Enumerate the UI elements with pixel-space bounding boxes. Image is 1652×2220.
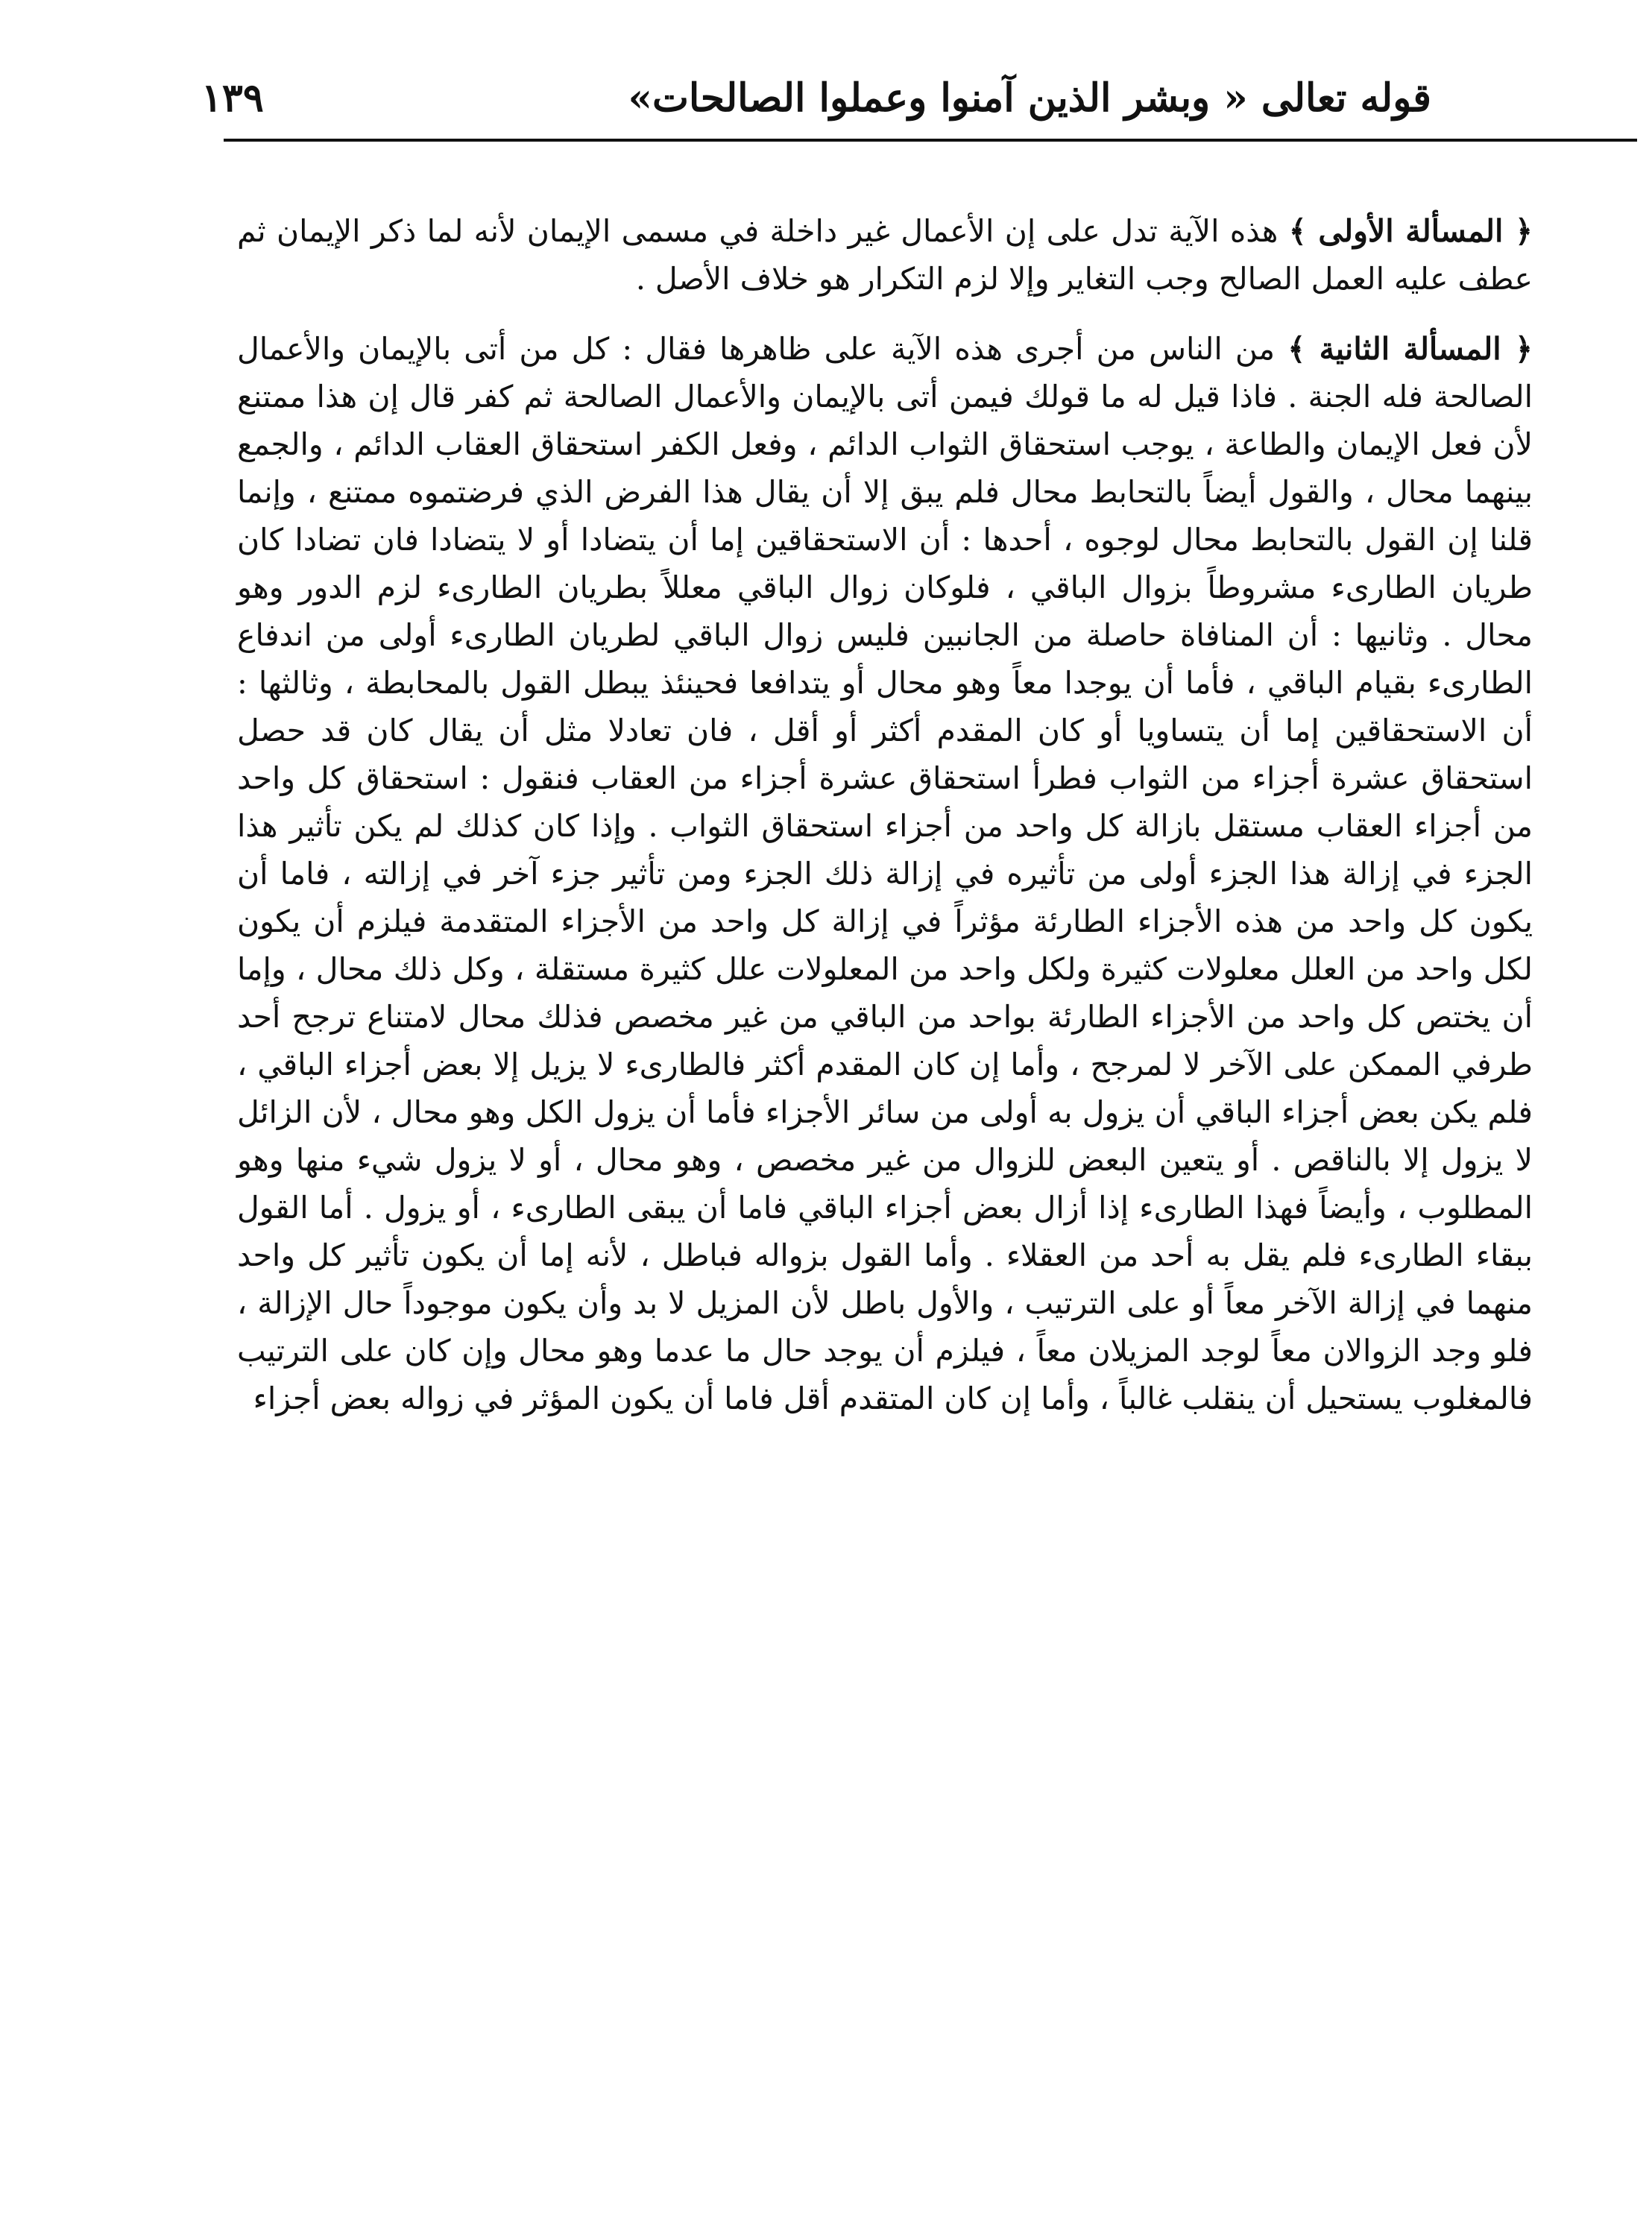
issue-heading: ﴿ المسألة الأولى ﴾ <box>1288 213 1533 249</box>
running-header <box>201 69 1431 128</box>
issue-heading: ﴿ المسألة الثانية ﴾ <box>1287 331 1533 367</box>
body-text <box>237 207 1533 1422</box>
running-title: قوله تعالى « وبشر الذين آمنوا وعملوا الصالحات» <box>628 75 1431 121</box>
paragraph-text: من الناس من أجرى هذه الآية على ظاهرها فقال : كل من أتى بالإيمان والأعمال الصالحة فله الجنة . فاذا قيل له ما قولك فيمن أتى بالإيمان والأعمال الصالحة ثم كفر قال إن هذا ممتنع لأن فعل الإيمان والطاعة ، يوجب استحقاق الثواب الدائم ، وفعل الكفر استحقاق العقاب الدائم ، والجمع بينهما محال ، والقول أيضاً بالتحابط محال فلم يبق إلا أن يقال هذا الفرض الذي فرضتموه ممتنع ، وإنما قلنا إن القول بالتحابط محال لوجوه ، أحدها : أن الاستحقاقين إما أن يتضادا أو لا يتضادا فان تضادا كان طريان الطارىء مشروطاً بزوال الباقي ، فلوكان زوال الباقي معللاً بطريان الطارىء لزم الدور وهو محال . وثانيها : أن المنافاة حاصلة من الجانبين فليس زوال الباقي لطريان الطارىء أولى من اندفاع الطارىء بقيام الباقي ، فأما أن يوجدا معاً وهو محال أو يتدافعا فحينئذ يبطل القول بالمحابطة ، وثالثها : أن الاستحقاقين إما أن يتساويا أو كان المقدم أكثر أو أقل ، فان تعادلا مثل أن يقال كان قد حصل استحقاق عشرة أجزاء من الثواب فطرأ استحقاق عشرة أجزاء من العقاب فنقول : استحقاق كل واحد من أجزاء العقاب مستقل بازالة كل واحد من أجزاء استحقاق الثواب . وإذا كان كذلك لم يكن تأثير هذا الجزء في إزالة هذا الجزء أولى من تأثيره في إزالة ذلك الجزء ومن تأثير جزء آخر في إزالته ، فاما أن يكون كل واحد من هذه الأجزاء الطارئة مؤثراً في إزالة كل واحد من الأجزاء المتقدمة فيلزم أن يكون لكل واحد من العلل معلولات كثيرة ولكل واحد من المعلولات علل كثيرة مستقلة ، وكل ذلك محال ، وإما أن يختص كل واحد من الأجزاء الطارئة بواحد من الباقي من غير مخصص فذلك محال لامتناع ترجح أحد طرفي الممكن على الآخر لا لمرجح ، وأما إن كان المقدم أكثر فالطارىء لا يزيل إلا بعض أجزاء الباقي ، فلم يكن بعض أجزاء الباقي أن يزول به أولى من سائر الأجزاء فأما أن يزول الكل وهو محال ، لأن الزائل لا يزول إلا بالناقص . أو يتعين البعض للزوال من غير مخصص ، وهو محال ، أو لا يزول شيء منها وهو المطلوب ، وأيضاً فهذا الطارىء إذا أزال بعض أجزاء الباقي فاما أن يبقى الطارىء ، أو يزول . أما القول ببقاء الطارىء فلم يقل به أحد من العقلاء . وأما القول بزواله فباطل ، لأنه إما أن يكون تأثير كل واحد منهما في إزالة الآخر معاً أو على الترتيب ، والأول باطل لأن المزيل لا بد وأن يكون موجوداً حال الإزالة ، فلو وجد الزوالان معاً لوجد المزيلان معاً ، فيلزم أن يوجد حال ما عدما وهو محال وإن كان على الترتيب فالمغلوب يستحيل أن ينقلب غالباً ، وأما إن كان المتقدم أقل فاما أن يكون المؤثر في زواله بعض أجزاء <box>237 331 1533 1416</box>
paragraph-second-issue <box>237 325 1533 1422</box>
paragraph-text: هذه الآية تدل على إن الأعمال غير داخلة في مسمى الإيمان لأنه لما ذكر الإيمان ثم عطف عليه العمل الصالح وجب التغاير وإلا لزم التكرار هو خلاف الأصل . <box>237 213 1533 297</box>
paragraph-first-issue <box>237 207 1533 303</box>
page-number: ١٣٩ <box>201 75 264 121</box>
header-rule <box>224 139 1637 142</box>
